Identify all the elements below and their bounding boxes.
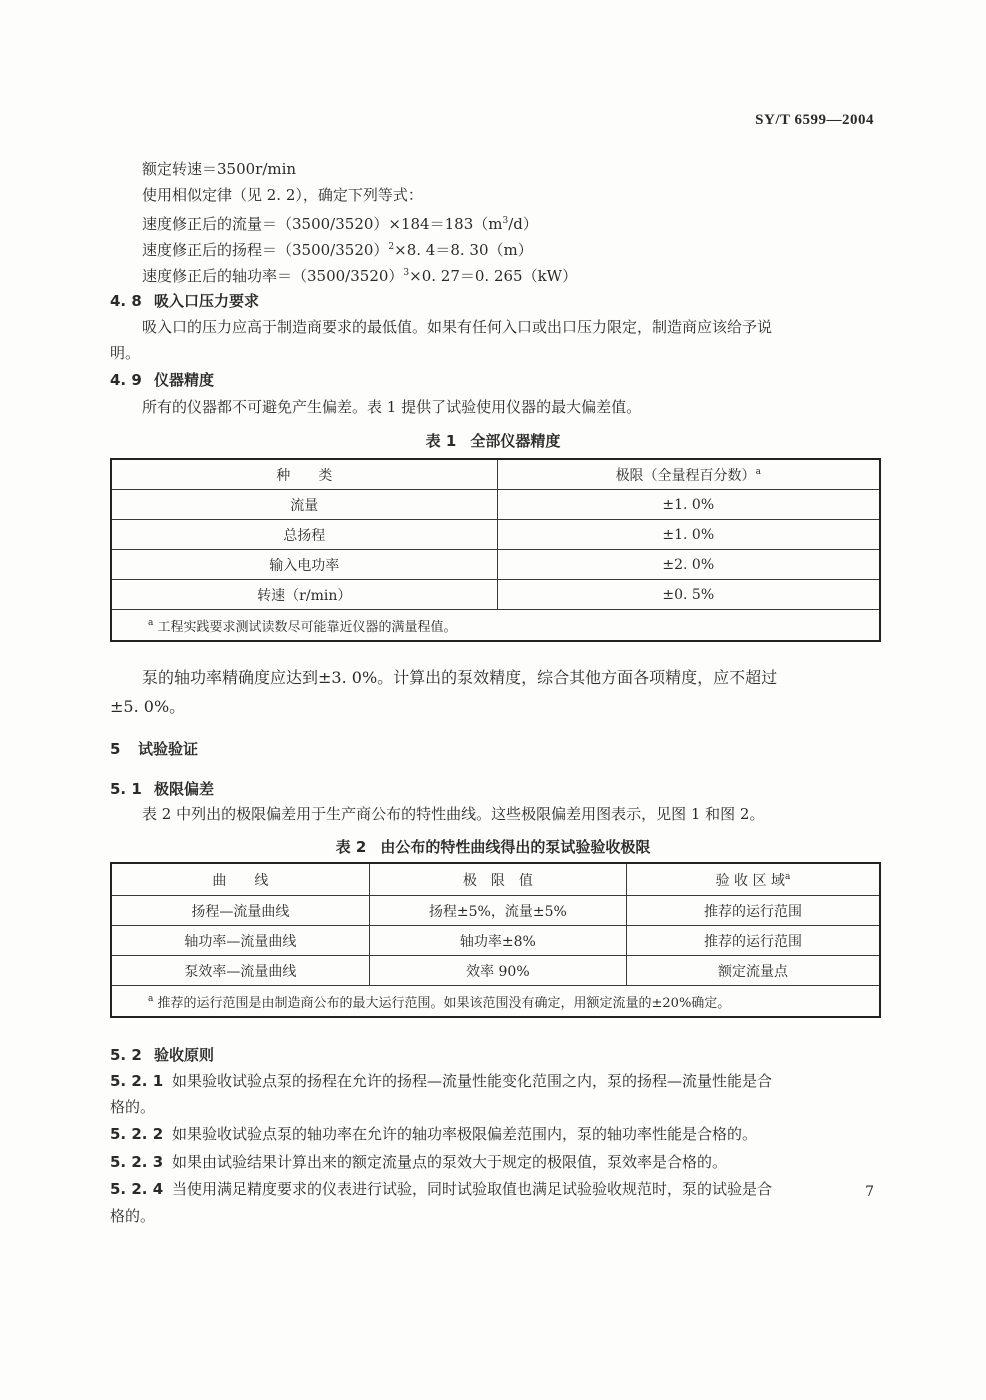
table-row <box>111 926 880 956</box>
corrected-flow-line: 速度修正后的流量$=(3500/3520)\times 184=183(m^3/d)$ <box>142 215 538 233</box>
similarity-law-line: 使用相似定律（见 2. 2），确定下列等式： <box>142 186 423 204</box>
table-footnote: $^a$ 推荐的运行范围是由制造商公布的最大运行范围。如果该范围没有确定，用额定流量的±20%确定。 <box>111 986 880 1018</box>
table-note-row <box>111 986 880 1018</box>
table-cell: 泵效率—流量曲线 <box>111 956 369 986</box>
corrected-power-line: 速度修正后的轴功率$=(3500/3520)^3\times 0$. 27＝0. 265（kW） <box>142 267 578 285</box>
section-5-1-text: 表 2 中列出的极限偏差用于生产商公布的特性曲线。这些极限偏差用图表示，见图 1 和图 2。 <box>142 805 765 823</box>
clause-5-2-3: 5. 2. 3 如果由试验结果计算出来的额定流量点的泵效大于规定的极限值，泵效率是合格的。 <box>110 1153 728 1171</box>
corrected-head-line: 速度修正后的扬程$=(3500/3520)^2\times 8$. 4＝8. 30（m） <box>142 241 533 259</box>
table-cell: ±0. 5% <box>497 580 880 610</box>
clause-5-2-1: 5. 2. 1 如果验收试验点泵的扬程在允许的扬程—流量性能变化范围之内，泵的扬程—流量性能是合 <box>110 1072 773 1090</box>
table-note-row <box>111 610 880 642</box>
document-code: SY/T 6599—2004 <box>755 112 874 128</box>
table-cell: 扬程±5%，流量±5% <box>369 896 626 926</box>
instrument-accuracy-table <box>110 458 881 642</box>
table-row <box>111 956 880 986</box>
table-header-row <box>111 863 880 896</box>
clause-5-2-4-cont: 格的。 <box>110 1207 156 1225</box>
clause-5-2-4: 5. 2. 4 当使用满足精度要求的仪表进行试验，同时试验取值也满足试验验收规范时，泵的试验是合 <box>110 1180 773 1198</box>
table-cell: ±1. 0% <box>497 490 880 520</box>
section-4-9-heading: 4. 9 仪器精度 <box>110 371 215 389</box>
table-cell: 转速（r/min） <box>111 580 497 610</box>
page-number: 7 <box>865 1184 874 1200</box>
column-header-type: 种 类 <box>111 459 497 490</box>
table-cell: 轴功率—流量曲线 <box>111 926 369 956</box>
section-5-heading: 5 试验验证 <box>110 740 199 758</box>
section-4-8-text-1: 吸入口的压力应高于制造商要求的最低值。如果有任何入口或出口压力限定，制造商应该给予说 <box>142 318 773 336</box>
table-cell: 输入电功率 <box>111 550 497 580</box>
section-4-9-text: 所有的仪器都不可避免产生偏差。表 1 提供了试验使用仪器的最大偏差值。 <box>142 398 642 416</box>
table-row <box>111 896 880 926</box>
column-header-limit-value: 极 限 值 <box>369 863 626 896</box>
section-5-2-heading: 5. 2 验收原则 <box>110 1046 215 1064</box>
table-cell: 扬程—流量曲线 <box>111 896 369 926</box>
column-header-limit: 极限（全量程百分数）$^a$ <box>497 459 880 490</box>
table-cell: 轴功率±8% <box>369 926 626 956</box>
table-footnote: $^a$ 工程实践要求测试读数尽可能靠近仪器的满量程值。 <box>111 610 880 642</box>
table-cell: 流量 <box>111 490 497 520</box>
pump-accuracy-text-1: 泵的轴功率精确度应达到±3. 0%。计算出的泵效精度，综合其他方面各项精度，应不超过 <box>142 668 778 687</box>
table-cell: 效率 90% <box>369 956 626 986</box>
acceptance-limits-table <box>110 862 881 1018</box>
table-cell: 推荐的运行范围 <box>626 926 880 956</box>
section-5-1-heading: 5. 1 极限偏差 <box>110 780 215 798</box>
section-4-8-text-2: 明。 <box>110 344 141 362</box>
table-1-caption: 表 1 全部仪器精度 <box>425 432 561 450</box>
table-cell: 总扬程 <box>111 520 497 550</box>
table-header-row <box>111 459 880 490</box>
table-row <box>111 490 880 520</box>
table-cell: ±2. 0% <box>497 550 880 580</box>
table-row <box>111 520 880 550</box>
column-header-curve: 曲 线 <box>111 863 369 896</box>
table-cell: 推荐的运行范围 <box>626 896 880 926</box>
clause-5-2-2: 5. 2. 2 如果验收试验点泵的轴功率在允许的轴功率极限偏差范围内，泵的轴功率性能是合格的。 <box>110 1125 758 1143</box>
table-cell: 额定流量点 <box>626 956 880 986</box>
column-header-acceptance-zone: 验 收 区 域$^a$ <box>626 863 880 896</box>
table-row <box>111 580 880 610</box>
table-cell: ±1. 0% <box>497 520 880 550</box>
clause-5-2-1-cont: 格的。 <box>110 1098 156 1116</box>
rated-speed-line: 额定转速＝3500r/min <box>142 160 297 178</box>
table-2-caption: 表 2 由公布的特性曲线得出的泵试验验收极限 <box>335 838 651 856</box>
pump-accuracy-text-2: ±5. 0%。 <box>110 697 186 716</box>
section-4-8-heading: 4. 8 吸入口压力要求 <box>110 292 260 310</box>
table-row <box>111 550 880 580</box>
